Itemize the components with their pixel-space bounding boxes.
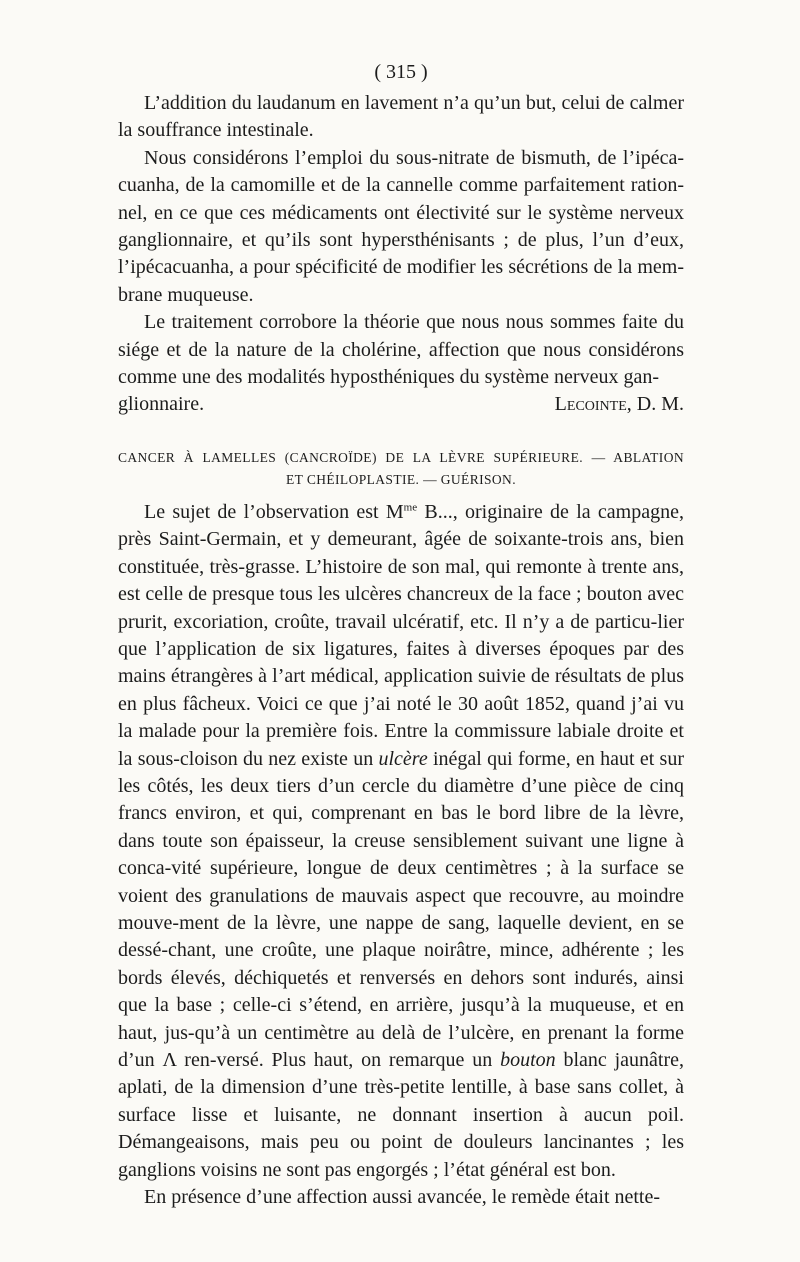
- page-number: ( 315 ): [374, 61, 428, 83]
- paragraph-observation: Le sujet de l’observation est $M^{me}$ B..., originaire de la campagne, près Saint-Germain, et y demeurant, âgée de soixante-trois ans, bien constituée, très-grasse. L’histoire de son mal, qui remonte à trente ans, est celle de presque tous les ulcères chancreux de la face ; bouton avec prurit, excoriation, croûte, travail ulcératif, etc. Il n’y a de particu-lier que l’application de six ligatures, faites à diverses époques par des mains étrangères à l’art médical, application suivie de résultats de plus en plus fâcheux. Voici ce que j’ai noté le 30 août 1852, quand j’ai vu la malade pour la première fois. Entre la commissure labiale droite et la sous-cloison du nez existe un ulcère inégal qui forme, en haut et sur les côtés, les deux tiers d’un cercle du diamètre d’une pièce de cinq francs environ, et qui, comprenant en bas le bord libre de la lèvre, dans toute son épaisseur, la creuse sensiblement suivant une ligne à conca-vité supérieure, longue de deux centimètres ; à la surface se voient des granulations de mauvais aspect que recouvre, au moindre mouve-ment de la lèvre, une nappe de sang, laquelle devient, en se dessé-chant, une croûte, une plaque noirâtre, mince, adhérente ; les bords élevés, déchiquetés et renversés en dehors sont indurés, ainsi que la base ; celle-ci s’étend, en arrière, jusqu’à la muqueuse, et en haut, jus-qu’à un centimètre au delà de l’ulcère, en prenant la forme d’un Λ ren-versé. Plus haut, on remarque un bouton blanc jaunâtre, aplati, de la dimension d’une très-petite lentille, à base sans collet, à surface lisse et luisante, ne donnant insertion à aucun poil. Démangeaisons, mais peu ou point de douleurs lancinantes ; les ganglions voisins ne sont pas engorgés ; l’état général est bon.: [118, 500, 684, 1181]
- signature-line: [118, 391, 684, 418]
- article-body: [118, 499, 684, 1212]
- heading-line-1: CANCER À LAMELLES (CANCROÏDE) DE LA LÈVRE SUPÉRIEURE. — ABLATION: [118, 449, 684, 465]
- heading-line-2: ET CHÉILOPLASTIE. — GUÉRISON.: [286, 471, 516, 487]
- page: [118, 54, 684, 1211]
- paragraph-traitement-end: glionnaire.: [118, 393, 205, 416]
- paragraph-laudanum: L’addition du laudanum en lavement n’a qu’un but, celui de calmer la souffrance intestinale.: [118, 92, 684, 142]
- article-heading: [118, 447, 684, 491]
- author-signature: Lecointe, D. M.: [554, 393, 684, 416]
- paragraph-bismuth: Nous considérons l’emploi du sous-nitrate de bismuth, de l’ipéca-cuanha, de la camomille et de la cannelle comme parfaitement ration-nel, en ce que ces médicaments ont électivité sur le système nerveux ganglionnaire, et qu’ils sont hypersthénisants ; de plus, l’un d’eux, l’ipécacuanha, a pour spécificité de modifier les sécrétions de la mem-brane muqueuse.: [118, 146, 684, 306]
- paragraph-traitement: Le traitement corrobore la théorie que nous nous sommes faite du siége et de la nature de la cholérine, affection que nous considérons comme une des modalités hyposthéniques du système nerveux gan-: [118, 311, 684, 389]
- paragraph-presence: En présence d’une affection aussi avancée, le remède était nette-: [144, 1186, 661, 1209]
